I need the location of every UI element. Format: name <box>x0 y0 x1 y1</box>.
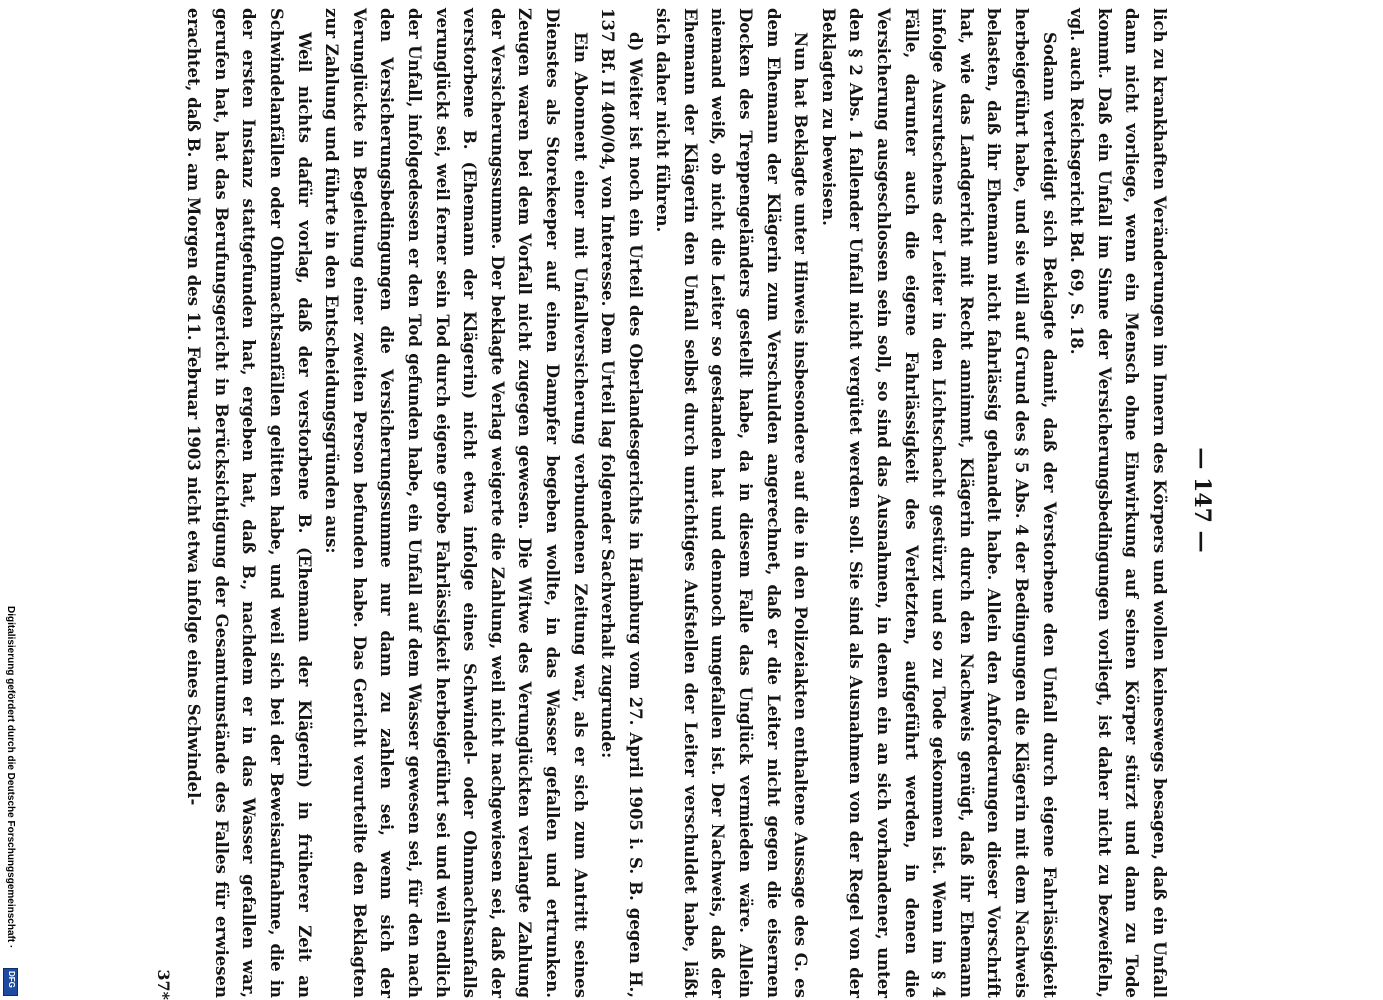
book-page <box>67 0 1217 1000</box>
dfg-logo-text: DFG <box>7 971 16 988</box>
page-number: — 147 — <box>1189 447 1215 553</box>
paragraph-5: Ein Abonnent einer mit Unfallversicherung verbundenen Zeitung war, als er sich zum Antritt seines Dienstes als Storekeeper auf einen Dampfer begeben wollte, in das Wasser gefallen und ertrunken. Zeugen waren bei dem Vorfall nicht zugegen gewesen. Die Witwe des Verunglückten verlangte Zahlung der Versicherungssumme. Der beklagte Verlag weigerte die Zahlung, weil nicht nachgewiesen sei, daß der verstorbene B. (Ehemann der Klägerin) nicht etwa infolge eines Schwindel- oder Ohnmachtsanfalls verunglückt sei, weil ferner sein Tod durch eigene grobe Fahrlässigkeit herbeigeführt sei und weil endlich der Unfall, infolgedessen er den Tod gefunden habe, ein Unfall auf dem Wasser gewesen sei, für den nach den Versicherungsbedingungen die Versicherungssumme nur dann zu zahlen sei, wenn sich der Verunglückte in Begleitung einer zweiten Person befunden habe. Das Gericht verurteilte den Beklagten zur Zahlung und führte in den Entscheidungsgründen aus: <box>322 8 590 998</box>
paragraph-1: lich zu krankhaften Veränderungen im Innern des Körpers und wollen keineswegs besagen, daß ein Unfall dann nicht vorliege, wenn ein Mensch ohne Einwirkung auf seinen Körper stürzt und dann zu Tode kommt. Daß ein Unfall im Sinne der Versicherungsbedingungen vorliegt, ist daher nicht zu bezweifeln, vgl. auch Reichsgericht Bd. 69, S. 18. <box>1067 8 1169 998</box>
signature-mark: 37* <box>154 969 173 1000</box>
paragraph-2: Sodann verteidigt sich Beklagte damit, daß der Verstorbene den Unfall durch eigene Fahrlässigkeit herbeigeführt habe, und sie will auf Grund des § 5 Abs. 4 der Bedingungen die Klägerin mit dem Nachweis belasten, daß ihr Ehemann nicht fahrlässig gehandelt habe. Allein den Anforderungen dieser Vorschrift hat, wie das Landgericht mit Recht annimmt, Klägerin durch den Nachweis genügt, daß ihr Ehemann infolge Ausrutschens der Leiter in den Lichtschacht gestürzt und so zu Tode gekommen ist. Wenn im § 4 Fälle, darunter auch die eigene Fahrlässigkeit des Verletzten, aufgeführt werden, in denen die Versicherung ausgeschlossen sein soll, so sind das Ausnahmen, in denen ein an sich vorhandener, unter den § 2 Abs. 1 fallender Unfall nicht vergütet werden soll. Sie sind als Ausnahmen von der Regel von der Beklagten zu beweisen. <box>818 8 1059 998</box>
funding-credit <box>0 0 22 1000</box>
body-text <box>180 8 1173 998</box>
paragraph-3: Nun hat Beklagte unter Hinweis insbesondere auf die in den Polizeiakten enthaltene Aussage des G. es dem Ehemann der Klägerin zum Verschulden angerechnet, daß er die Leiter nicht gegen die eisernen Docken des Treppengeländers gestellt habe, da in diesem Falle das Unglück vermieden wäre. Allein niemand weiß, ob nicht die Leiter so gestanden hat und dennoch umgefallen ist. Der Nachweis, daß der Ehemann der Klägerin den Unfall selbst durch unrichtiges Aufstellen der Leiter verschuldet habe, läßt sich daher nicht führen. <box>653 8 811 998</box>
paragraph-6: Weil nichts dafür vorlag, daß der verstorbene B. (Ehemann der Klägerin) in früherer Zeit an Schwindelanfällen oder Ohnmachtsanfällen gelitten habe, und weil sich bei der Beweisaufnahme, die in der ersten Instanz stattgefunden hat, ergeben hat, daß B., nachdem er in das Wasser gefallen war, gerufen hat, hat das Berufungsgericht in Berücksichtigung der Gesamtumstände des Falles für erwiesen erachtet, daß B. am Morgen des 11. Februar 1903 nicht etwa infolge eines Schwindel- <box>184 8 314 998</box>
paragraph-4: d) Weiter ist noch ein Urteil des Oberlandesgerichts in Hamburg vom 27. April 1905 i. S. B. gegen H., 137 Bf. II 400/04, von Interesse. Dem Urteil lag folgender Sachverhalt zugrunde: <box>598 8 645 998</box>
credit-text: Digitalisierung gefördert durch die Deutsche Forschungsgemeinschaft · <box>5 606 16 949</box>
dfg-logo-icon <box>3 968 18 996</box>
